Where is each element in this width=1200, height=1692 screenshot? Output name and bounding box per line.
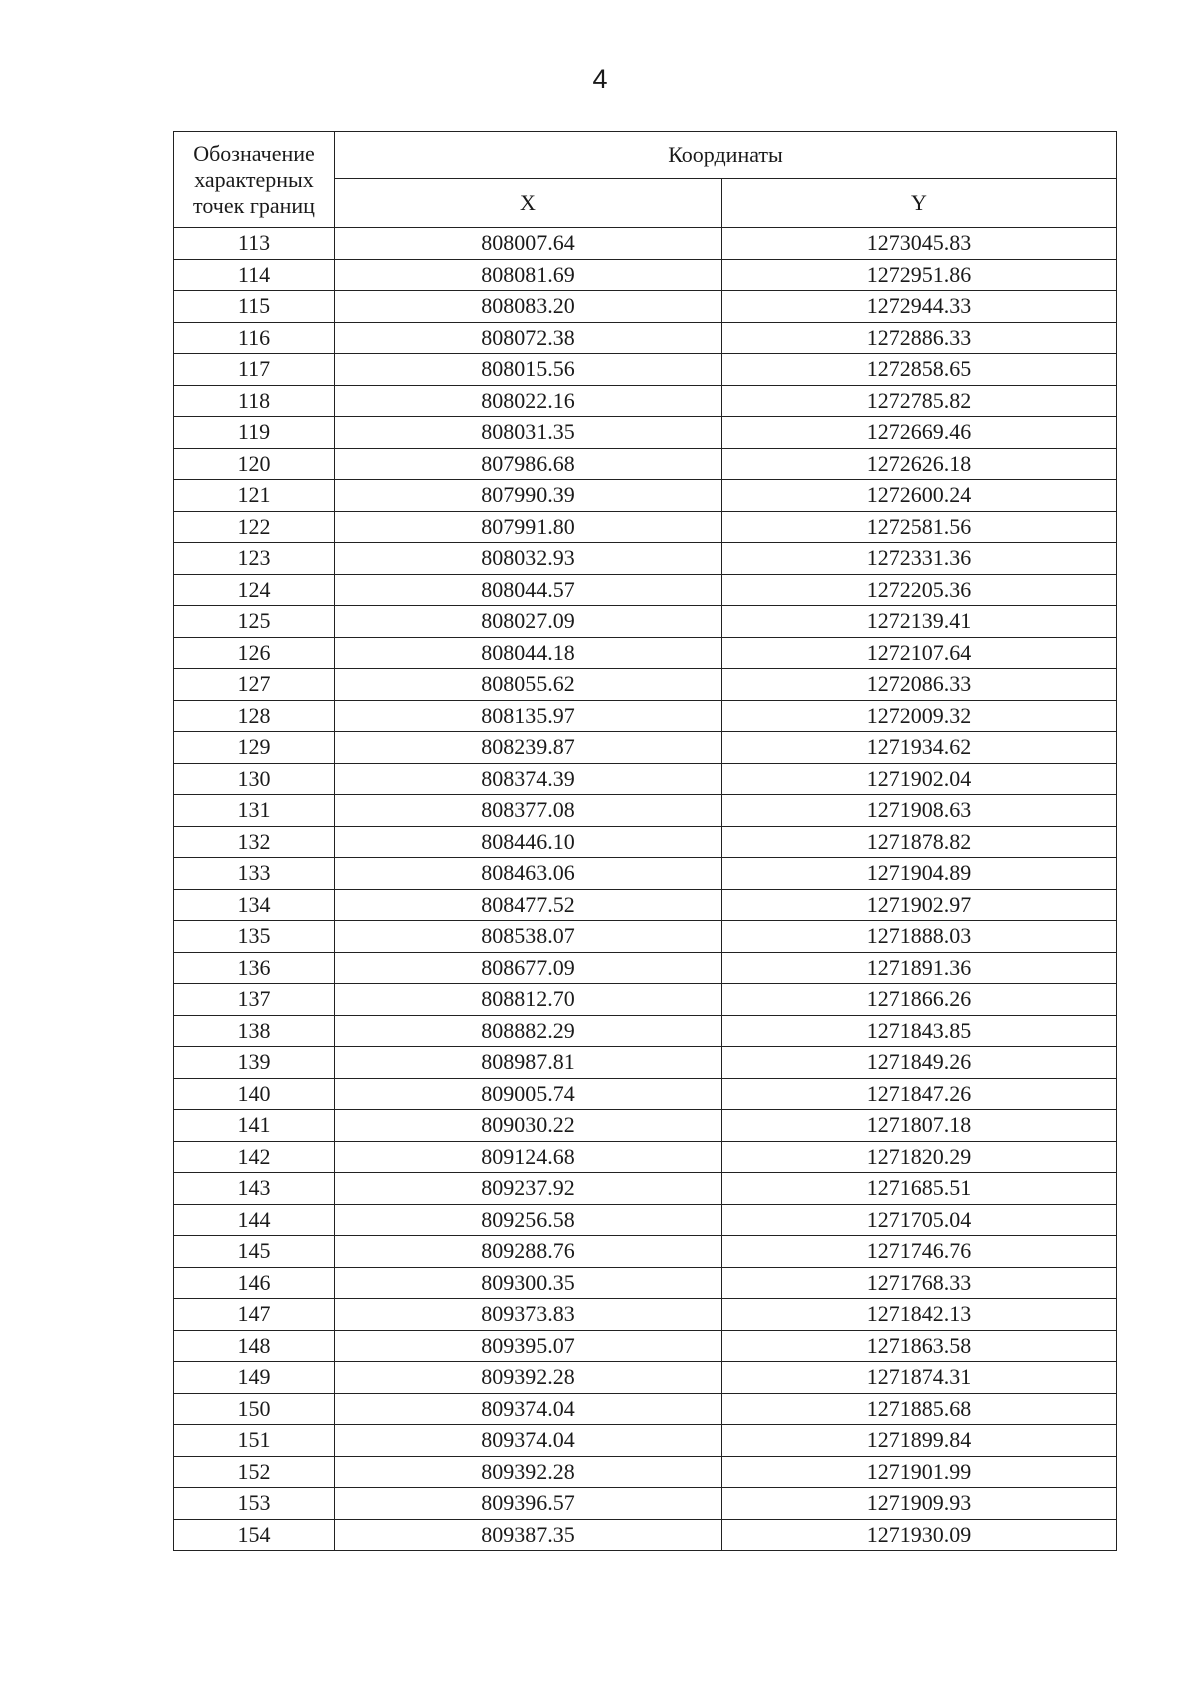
table-row <box>174 1425 1117 1457</box>
y-coordinate-cell: 1271885.68 <box>722 1393 1117 1425</box>
x-coordinate-cell: 808007.64 <box>335 228 722 260</box>
x-coordinate-cell: 809373.83 <box>335 1299 722 1331</box>
page-number: 4 <box>592 64 608 94</box>
x-coordinate-cell: 809256.58 <box>335 1204 722 1236</box>
x-coordinate-cell: 809392.28 <box>335 1456 722 1488</box>
table-row <box>174 637 1117 669</box>
x-coordinate-cell: 808882.29 <box>335 1015 722 1047</box>
y-coordinate-cell: 1272107.64 <box>722 637 1117 669</box>
table-row <box>174 700 1117 732</box>
x-coordinate-cell: 808083.20 <box>335 291 722 323</box>
point-number-cell: 114 <box>174 259 335 291</box>
point-number-cell: 129 <box>174 732 335 764</box>
table-row <box>174 921 1117 953</box>
y-coordinate-cell: 1271908.63 <box>722 795 1117 827</box>
point-number-cell: 143 <box>174 1173 335 1205</box>
y-coordinate-cell: 1272626.18 <box>722 448 1117 480</box>
header-y: Y <box>722 179 1117 228</box>
x-coordinate-cell: 808463.06 <box>335 858 722 890</box>
point-number-cell: 123 <box>174 543 335 575</box>
point-number-cell: 124 <box>174 574 335 606</box>
table-row <box>174 1015 1117 1047</box>
x-coordinate-cell: 808477.52 <box>335 889 722 921</box>
point-number-cell: 115 <box>174 291 335 323</box>
table-header <box>174 132 1117 228</box>
point-number-cell: 147 <box>174 1299 335 1331</box>
x-coordinate-cell: 807990.39 <box>335 480 722 512</box>
point-number-cell: 130 <box>174 763 335 795</box>
table-row <box>174 795 1117 827</box>
table-row <box>174 1110 1117 1142</box>
x-coordinate-cell: 808374.39 <box>335 763 722 795</box>
table-row <box>174 1519 1117 1551</box>
point-number-cell: 152 <box>174 1456 335 1488</box>
y-coordinate-cell: 1271807.18 <box>722 1110 1117 1142</box>
x-coordinate-cell: 808239.87 <box>335 732 722 764</box>
y-coordinate-cell: 1271891.36 <box>722 952 1117 984</box>
point-number-cell: 121 <box>174 480 335 512</box>
x-coordinate-cell: 809387.35 <box>335 1519 722 1551</box>
y-coordinate-cell: 1271909.93 <box>722 1488 1117 1520</box>
x-coordinate-cell: 808022.16 <box>335 385 722 417</box>
point-number-cell: 138 <box>174 1015 335 1047</box>
y-coordinate-cell: 1271843.85 <box>722 1015 1117 1047</box>
table-row <box>174 448 1117 480</box>
table-row <box>174 732 1117 764</box>
point-number-cell: 151 <box>174 1425 335 1457</box>
point-number-cell: 120 <box>174 448 335 480</box>
table-row <box>174 480 1117 512</box>
x-coordinate-cell: 808677.09 <box>335 952 722 984</box>
table-row <box>174 1204 1117 1236</box>
x-coordinate-cell: 808377.08 <box>335 795 722 827</box>
y-coordinate-cell: 1271902.04 <box>722 763 1117 795</box>
y-coordinate-cell: 1271888.03 <box>722 921 1117 953</box>
x-coordinate-cell: 809374.04 <box>335 1393 722 1425</box>
point-number-cell: 150 <box>174 1393 335 1425</box>
y-coordinate-cell: 1271705.04 <box>722 1204 1117 1236</box>
x-coordinate-cell: 809396.57 <box>335 1488 722 1520</box>
y-coordinate-cell: 1272009.32 <box>722 700 1117 732</box>
y-coordinate-cell: 1273045.83 <box>722 228 1117 260</box>
y-coordinate-cell: 1272139.41 <box>722 606 1117 638</box>
x-coordinate-cell: 809030.22 <box>335 1110 722 1142</box>
table-row <box>174 543 1117 575</box>
table-row <box>174 763 1117 795</box>
y-coordinate-cell: 1272951.86 <box>722 259 1117 291</box>
y-coordinate-cell: 1271899.84 <box>722 1425 1117 1457</box>
table-body <box>174 228 1117 1551</box>
x-coordinate-cell: 809005.74 <box>335 1078 722 1110</box>
point-number-cell: 131 <box>174 795 335 827</box>
point-number-cell: 127 <box>174 669 335 701</box>
x-coordinate-cell: 808081.69 <box>335 259 722 291</box>
table-row <box>174 606 1117 638</box>
table-row <box>174 1456 1117 1488</box>
table-row <box>174 1393 1117 1425</box>
point-number-cell: 126 <box>174 637 335 669</box>
y-coordinate-cell: 1271874.31 <box>722 1362 1117 1394</box>
x-coordinate-cell: 808072.38 <box>335 322 722 354</box>
y-coordinate-cell: 1271768.33 <box>722 1267 1117 1299</box>
table-row <box>174 1330 1117 1362</box>
y-coordinate-cell: 1272600.24 <box>722 480 1117 512</box>
x-coordinate-cell: 808044.57 <box>335 574 722 606</box>
x-coordinate-cell: 808538.07 <box>335 921 722 953</box>
point-number-cell: 119 <box>174 417 335 449</box>
header-coordinates: Координаты <box>335 132 1117 179</box>
point-number-cell: 125 <box>174 606 335 638</box>
point-number-cell: 122 <box>174 511 335 543</box>
x-coordinate-cell: 808135.97 <box>335 700 722 732</box>
point-number-cell: 133 <box>174 858 335 890</box>
table-row <box>174 1078 1117 1110</box>
table-row <box>174 385 1117 417</box>
point-number-cell: 153 <box>174 1488 335 1520</box>
point-number-cell: 139 <box>174 1047 335 1079</box>
y-coordinate-cell: 1272331.36 <box>722 543 1117 575</box>
table-row <box>174 574 1117 606</box>
x-coordinate-cell: 809288.76 <box>335 1236 722 1268</box>
y-coordinate-cell: 1272581.56 <box>722 511 1117 543</box>
y-coordinate-cell: 1271878.82 <box>722 826 1117 858</box>
x-coordinate-cell: 809395.07 <box>335 1330 722 1362</box>
point-number-cell: 128 <box>174 700 335 732</box>
table-row <box>174 354 1117 386</box>
y-coordinate-cell: 1271847.26 <box>722 1078 1117 1110</box>
point-number-cell: 113 <box>174 228 335 260</box>
point-number-cell: 117 <box>174 354 335 386</box>
table-row <box>174 858 1117 890</box>
x-coordinate-cell: 808015.56 <box>335 354 722 386</box>
point-number-cell: 118 <box>174 385 335 417</box>
table-row <box>174 322 1117 354</box>
point-number-cell: 149 <box>174 1362 335 1394</box>
x-coordinate-cell: 808031.35 <box>335 417 722 449</box>
table-row <box>174 259 1117 291</box>
table-row <box>174 889 1117 921</box>
x-coordinate-cell: 808055.62 <box>335 669 722 701</box>
point-number-cell: 137 <box>174 984 335 1016</box>
y-coordinate-cell: 1272886.33 <box>722 322 1117 354</box>
x-coordinate-cell: 808987.81 <box>335 1047 722 1079</box>
y-coordinate-cell: 1272205.36 <box>722 574 1117 606</box>
x-coordinate-cell: 808032.93 <box>335 543 722 575</box>
x-coordinate-cell: 808027.09 <box>335 606 722 638</box>
point-number-cell: 148 <box>174 1330 335 1362</box>
y-coordinate-cell: 1271842.13 <box>722 1299 1117 1331</box>
x-coordinate-cell: 807986.68 <box>335 448 722 480</box>
table-row <box>174 417 1117 449</box>
y-coordinate-cell: 1272944.33 <box>722 291 1117 323</box>
y-coordinate-cell: 1272858.65 <box>722 354 1117 386</box>
table-row <box>174 291 1117 323</box>
x-coordinate-cell: 809124.68 <box>335 1141 722 1173</box>
point-number-cell: 146 <box>174 1267 335 1299</box>
y-coordinate-cell: 1271901.99 <box>722 1456 1117 1488</box>
y-coordinate-cell: 1271934.62 <box>722 732 1117 764</box>
table-row <box>174 984 1117 1016</box>
y-coordinate-cell: 1272669.46 <box>722 417 1117 449</box>
header-x: X <box>335 179 722 228</box>
y-coordinate-cell: 1271746.76 <box>722 1236 1117 1268</box>
x-coordinate-cell: 809392.28 <box>335 1362 722 1394</box>
point-number-cell: 136 <box>174 952 335 984</box>
y-coordinate-cell: 1271904.89 <box>722 858 1117 890</box>
coordinates-table <box>173 131 1117 1551</box>
y-coordinate-cell: 1271820.29 <box>722 1141 1117 1173</box>
y-coordinate-cell: 1272785.82 <box>722 385 1117 417</box>
header-point-designation: Обозначение характерных точек границ <box>174 132 335 228</box>
y-coordinate-cell: 1271930.09 <box>722 1519 1117 1551</box>
x-coordinate-cell: 808812.70 <box>335 984 722 1016</box>
point-number-cell: 132 <box>174 826 335 858</box>
point-number-cell: 154 <box>174 1519 335 1551</box>
table-row <box>174 1141 1117 1173</box>
table-row <box>174 1267 1117 1299</box>
point-number-cell: 135 <box>174 921 335 953</box>
y-coordinate-cell: 1271866.26 <box>722 984 1117 1016</box>
y-coordinate-cell: 1271685.51 <box>722 1173 1117 1205</box>
y-coordinate-cell: 1271849.26 <box>722 1047 1117 1079</box>
table-row <box>174 1299 1117 1331</box>
table-row <box>174 1173 1117 1205</box>
table-row <box>174 1047 1117 1079</box>
table-row <box>174 511 1117 543</box>
x-coordinate-cell: 808446.10 <box>335 826 722 858</box>
point-number-cell: 142 <box>174 1141 335 1173</box>
table-row <box>174 1362 1117 1394</box>
table-row <box>174 826 1117 858</box>
y-coordinate-cell: 1271863.58 <box>722 1330 1117 1362</box>
table-row <box>174 1236 1117 1268</box>
x-coordinate-cell: 807991.80 <box>335 511 722 543</box>
point-number-cell: 145 <box>174 1236 335 1268</box>
table-row <box>174 952 1117 984</box>
point-number-cell: 144 <box>174 1204 335 1236</box>
table-row <box>174 669 1117 701</box>
y-coordinate-cell: 1271902.97 <box>722 889 1117 921</box>
point-number-cell: 134 <box>174 889 335 921</box>
x-coordinate-cell: 809374.04 <box>335 1425 722 1457</box>
x-coordinate-cell: 809237.92 <box>335 1173 722 1205</box>
y-coordinate-cell: 1272086.33 <box>722 669 1117 701</box>
x-coordinate-cell: 809300.35 <box>335 1267 722 1299</box>
table-row <box>174 228 1117 260</box>
x-coordinate-cell: 808044.18 <box>335 637 722 669</box>
point-number-cell: 141 <box>174 1110 335 1142</box>
point-number-cell: 140 <box>174 1078 335 1110</box>
table-row <box>174 1488 1117 1520</box>
point-number-cell: 116 <box>174 322 335 354</box>
